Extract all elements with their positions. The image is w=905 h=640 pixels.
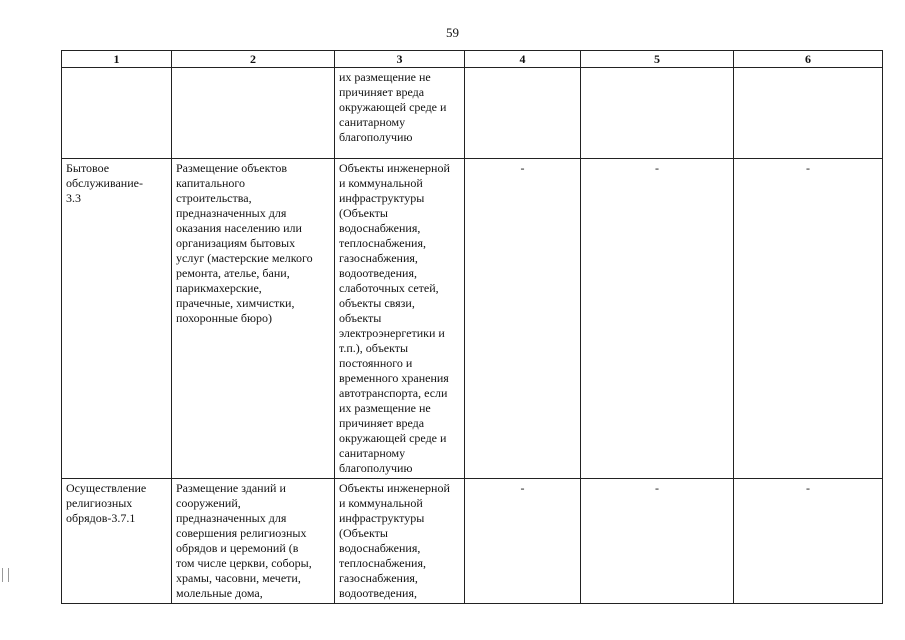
table-cell: - xyxy=(734,159,883,479)
table-cell: Объекты инженерной и коммунальной инфраструктуры (Объекты водоснабжения, теплоснабжения, газоснабжения, водоотведения, слаботочных сетей, объекты связи, объекты электроэнергетики и т.п.), объекты постоянного и временного хранения автотранспорта, если их размещение не причиняет вреда окружающей среде и санитарному благополучию xyxy=(335,159,465,479)
table-row xyxy=(62,159,883,479)
table-cell xyxy=(734,68,883,159)
column-header-1: 1 xyxy=(62,51,172,68)
table-cell: - xyxy=(734,479,883,604)
table-cell xyxy=(62,68,172,159)
column-header-3: 3 xyxy=(335,51,465,68)
table-cell: Объекты инженерной и коммунальной инфраструктуры (Объекты водоснабжения, теплоснабжения, газоснабжения, водоотведения, xyxy=(335,479,465,604)
column-header-6: 6 xyxy=(734,51,883,68)
table-cell: их размещение не причиняет вреда окружающей среде и санитарному благополучию xyxy=(335,68,465,159)
table-cell: - xyxy=(465,479,581,604)
table-cell: - xyxy=(465,159,581,479)
table-cell xyxy=(581,68,734,159)
table-header-row xyxy=(62,51,883,68)
table-cell: Бытовое обслуживание- 3.3 xyxy=(62,159,172,479)
table-cell xyxy=(465,68,581,159)
table-row xyxy=(62,68,883,159)
column-header-5: 5 xyxy=(581,51,734,68)
table-row xyxy=(62,479,883,604)
table-cell: - xyxy=(581,479,734,604)
column-header-2: 2 xyxy=(172,51,335,68)
scan-margin-mark xyxy=(2,568,9,582)
table-cell: Осуществление религиозных обрядов-3.7.1 xyxy=(62,479,172,604)
page-number: 59 xyxy=(446,25,459,40)
table-cell: - xyxy=(581,159,734,479)
table-cell: Размещение зданий и сооружений, предназначенных для совершения религиозных обрядов и церемоний (в том числе церкви, соборы, храмы, часовни, мечети, молельные дома, xyxy=(172,479,335,604)
column-header-4: 4 xyxy=(465,51,581,68)
table-cell: Размещение объектов капитального строительства, предназначенных для оказания населению или организациям бытовых услуг (мастерские мелкого ремонта, ателье, бани, парикмахерские, прачечные, химчистки, похоронные бюро) xyxy=(172,159,335,479)
zoning-table xyxy=(61,50,883,604)
table-cell xyxy=(172,68,335,159)
